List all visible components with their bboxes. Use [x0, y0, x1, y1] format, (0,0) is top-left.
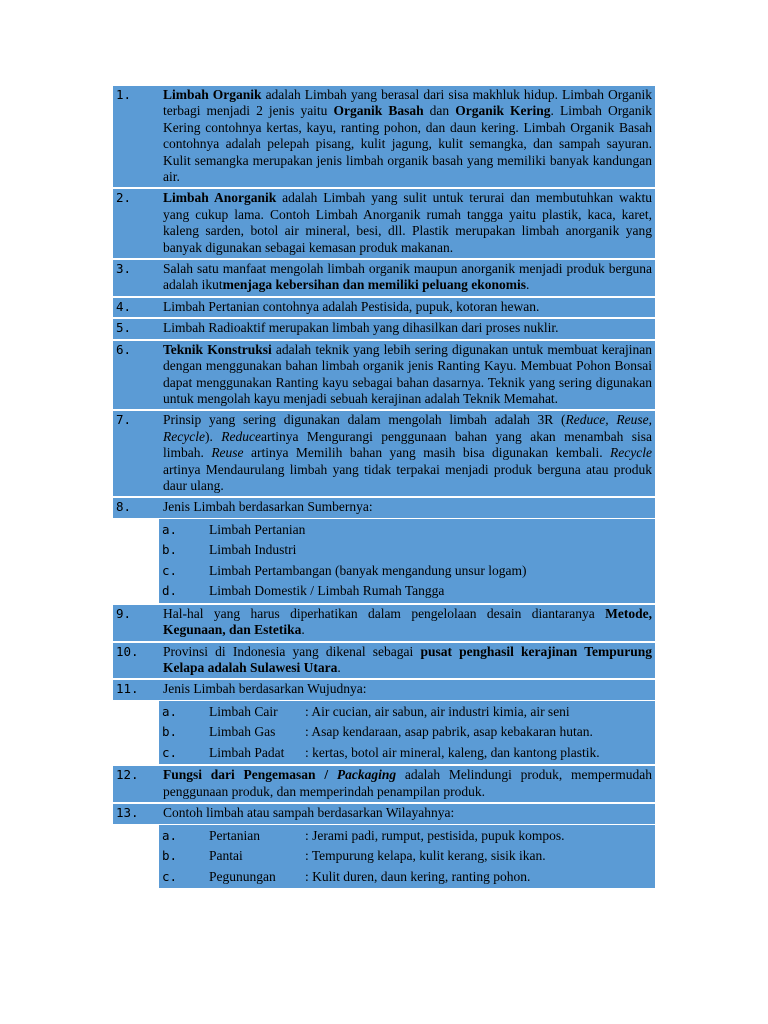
sub-list-item	[159, 722, 652, 743]
text-segment: artinya Mengurangi penggunaan bahan yang akan menambah sisa limbah.	[163, 428, 652, 461]
text-segment: Hal-hal yang harus diperhatikan dalam pengelolaan desain diantaranya	[163, 605, 606, 621]
text-segment: Limbah Pertanian contohnya adalah Pestisida, pupuk, kotoran hewan.	[163, 298, 540, 314]
sub-list-item	[159, 561, 652, 582]
text-segment: Fungsi dari Pengemasan /	[163, 767, 337, 783]
sub-list-item	[159, 743, 652, 764]
text-segment: Prinsip yang sering digunakan dalam mengolah limbah adalah 3R (	[163, 412, 566, 428]
list-item	[113, 319, 655, 338]
sub-item-text: Limbah Industri	[209, 542, 297, 558]
sub-item-value: : Asap kendaraan, asap pabrik, asap kebakaran hutan.	[305, 724, 593, 740]
text-segment: Salah satu manfaat mengolah limbah organik maupun anorganik menjadi produk berguna adalah ikut	[163, 261, 652, 293]
text-segment: ).	[204, 428, 222, 444]
list-item	[113, 680, 655, 699]
list-item	[113, 189, 655, 258]
list-item	[113, 298, 655, 317]
sub-item-letter: a.	[162, 521, 178, 537]
text-segment: Reduce	[221, 428, 261, 444]
item-number: 4.	[116, 298, 132, 314]
sub-item-value: : Kulit duren, daun kering, ranting pohon.	[305, 868, 531, 884]
list-item	[113, 260, 655, 296]
text-segment: menjaga kebersihan dan memiliki peluang ekonomis	[222, 277, 527, 293]
item-text	[163, 261, 652, 294]
text-segment: artinya Memilih bahan yang masih bisa digunakan kembali.	[243, 445, 611, 461]
text-segment: pusat penghasil kerajinan Tempurung Kelapa adalah Sulawesi Utara	[163, 643, 653, 675]
item-text	[163, 299, 652, 315]
list-item	[113, 498, 655, 517]
sub-list-item	[159, 520, 652, 541]
sub-list-item	[159, 826, 652, 847]
text-segment: Contoh limbah atau sampah berdasarkan Wilayahnya:	[163, 805, 455, 821]
item-number: 10.	[116, 643, 139, 659]
text-segment: .	[526, 277, 530, 293]
sub-item-value: : Jerami padi, rumput, pestisida, pupuk kompos.	[305, 827, 565, 843]
text-segment: artinya Mendaurulang limbah yang tidak terpakai menjadi produk berguna atau produk daur ulang.	[163, 461, 652, 493]
text-segment: Packaging	[336, 767, 397, 783]
text-segment: Reduce, Reuse, Recycle	[163, 412, 652, 444]
item-number: 8.	[116, 499, 132, 515]
text-segment: .	[337, 659, 341, 675]
text-segment: Jenis Limbah berdasarkan Sumbernya:	[163, 499, 373, 515]
sub-item-letter: c.	[162, 562, 178, 578]
list-item	[113, 643, 655, 679]
item-number: 6.	[116, 341, 132, 357]
item-text	[163, 805, 652, 821]
item-text	[163, 606, 652, 639]
text-segment: adalah Limbah yang sulit untuk terurai dan membutuhkan waktu yang cukup lama. Contoh Limbah Anorganik rumah tangga yaitu plastik, kaca, karet, kaleng sarden, botol air mineral, besi, dll. Plastik merupakan limbah anorganik yang banyak digunakan sebagai kemasan produk makanan.	[163, 190, 652, 255]
item-number: 3.	[116, 261, 132, 277]
item-text	[163, 412, 652, 494]
sub-item-value: : Tempurung kelapa, kulit kerang, sisik ikan.	[305, 848, 546, 863]
sub-item-letter: b.	[162, 542, 178, 558]
text-segment: adalah Melindungi produk, mempermudah penggunaan produk, dan memperindah penampilan produk.	[163, 767, 652, 799]
sub-list-item	[159, 867, 652, 888]
item-text	[163, 87, 652, 185]
text-segment: .	[301, 622, 305, 638]
item-number: 9.	[116, 605, 132, 621]
item-text	[163, 644, 652, 677]
item-text	[163, 499, 652, 515]
sub-item-letter: a.	[162, 703, 178, 719]
sub-item-letter: b.	[162, 724, 178, 740]
text-segment: Jenis Limbah berdasarkan Wujudnya:	[163, 681, 367, 697]
sub-item-label: Limbah Gas	[209, 724, 276, 740]
text-segment: adalah Limbah yang berasal dari sisa makhluk hidup. Limbah Organik terbagi menjadi 2 jenis yaitu	[163, 87, 652, 119]
sub-item-label: Pegunungan	[209, 868, 276, 884]
sub-item-text: Limbah Pertanian	[209, 521, 306, 537]
item-number: 5.	[116, 320, 132, 336]
list-item	[113, 804, 655, 823]
sub-item-text: Limbah Domestik / Limbah Rumah Tangga	[209, 583, 445, 599]
item-number: 13.	[116, 805, 139, 821]
item-text	[163, 681, 652, 697]
text-segment: Teknik Konstruksi	[163, 341, 272, 357]
sub-list	[159, 825, 655, 889]
text-segment: . Limbah Organik Kering contohnya kertas, kayu, ranting pohon, dan daun kering. Limbah Organik Basah contohnya adalah pelepah pisang, kulit jagung, kulit semangka, dan sampah sayuran. Kulit semangka merupakan jenis limbah organik basah yang memiliki banyak kandungan air.	[163, 103, 652, 185]
sub-item-label: Pertanian	[209, 827, 260, 843]
text-segment: Provinsi di Indonesia yang dikenal sebagai	[163, 643, 421, 659]
document-list	[113, 86, 655, 890]
text-segment: Reuse	[211, 445, 244, 461]
sub-item-label: Limbah Cair	[209, 703, 278, 719]
sub-list-item	[159, 846, 652, 867]
sub-list	[159, 701, 655, 765]
sub-item-letter: b.	[162, 848, 178, 863]
text-segment: Recycle	[610, 445, 652, 461]
sub-item-text: Limbah Pertambangan (banyak mengandung unsur logam)	[209, 562, 527, 578]
item-text	[163, 190, 652, 256]
list-item	[113, 605, 655, 641]
item-number: 7.	[116, 412, 132, 428]
sub-list-item	[159, 581, 652, 602]
text-segment: Organik Kering	[455, 103, 551, 119]
sub-item-letter: d.	[162, 583, 178, 599]
sub-item-letter: a.	[162, 827, 178, 843]
sub-list-item	[159, 540, 652, 561]
item-text	[163, 320, 652, 336]
item-text	[163, 342, 652, 408]
text-segment: Organik Basah	[333, 103, 424, 119]
item-number: 1.	[116, 87, 132, 102]
item-number: 12.	[116, 767, 139, 783]
text-segment: Limbah Anorganik	[163, 190, 277, 206]
sub-item-letter: c.	[162, 744, 178, 760]
item-text	[163, 767, 652, 800]
item-number: 11.	[116, 681, 139, 697]
sub-item-letter: c.	[162, 868, 178, 884]
list-item	[113, 766, 655, 802]
sub-item-value: : Air cucian, air sabun, air industri kimia, air seni	[305, 703, 570, 719]
list-item	[113, 411, 655, 496]
list-item	[113, 341, 655, 410]
text-segment: Metode, Kegunaan, dan Estetika	[163, 605, 652, 638]
text-segment: dan	[423, 103, 456, 119]
text-segment: Limbah Organik	[163, 87, 262, 102]
text-segment: adalah teknik yang lebih sering digunakan untuk membuat kerajinan dengan menggunakan bahan limbah organik jenis Ranting Kayu. Membuat Pohon Bonsai dapat menggunakan Ranting kayu sebagai bahan dasarnya. Teknik yang sering digunakan untuk mengolah kayu menjadi sebuah kerajinan adalah Teknik Memahat.	[163, 341, 652, 406]
sub-item-label: Pantai	[209, 848, 243, 863]
list-item	[113, 86, 655, 187]
item-number: 2.	[116, 190, 132, 206]
sub-item-label: Limbah Padat	[209, 744, 285, 760]
sub-list-item	[159, 702, 652, 723]
sub-item-value: : kertas, botol air mineral, kaleng, dan kantong plastik.	[305, 744, 600, 760]
sub-list	[159, 519, 655, 603]
text-segment: Limbah Radioaktif merupakan limbah yang dihasilkan dari proses nuklir.	[163, 320, 559, 336]
